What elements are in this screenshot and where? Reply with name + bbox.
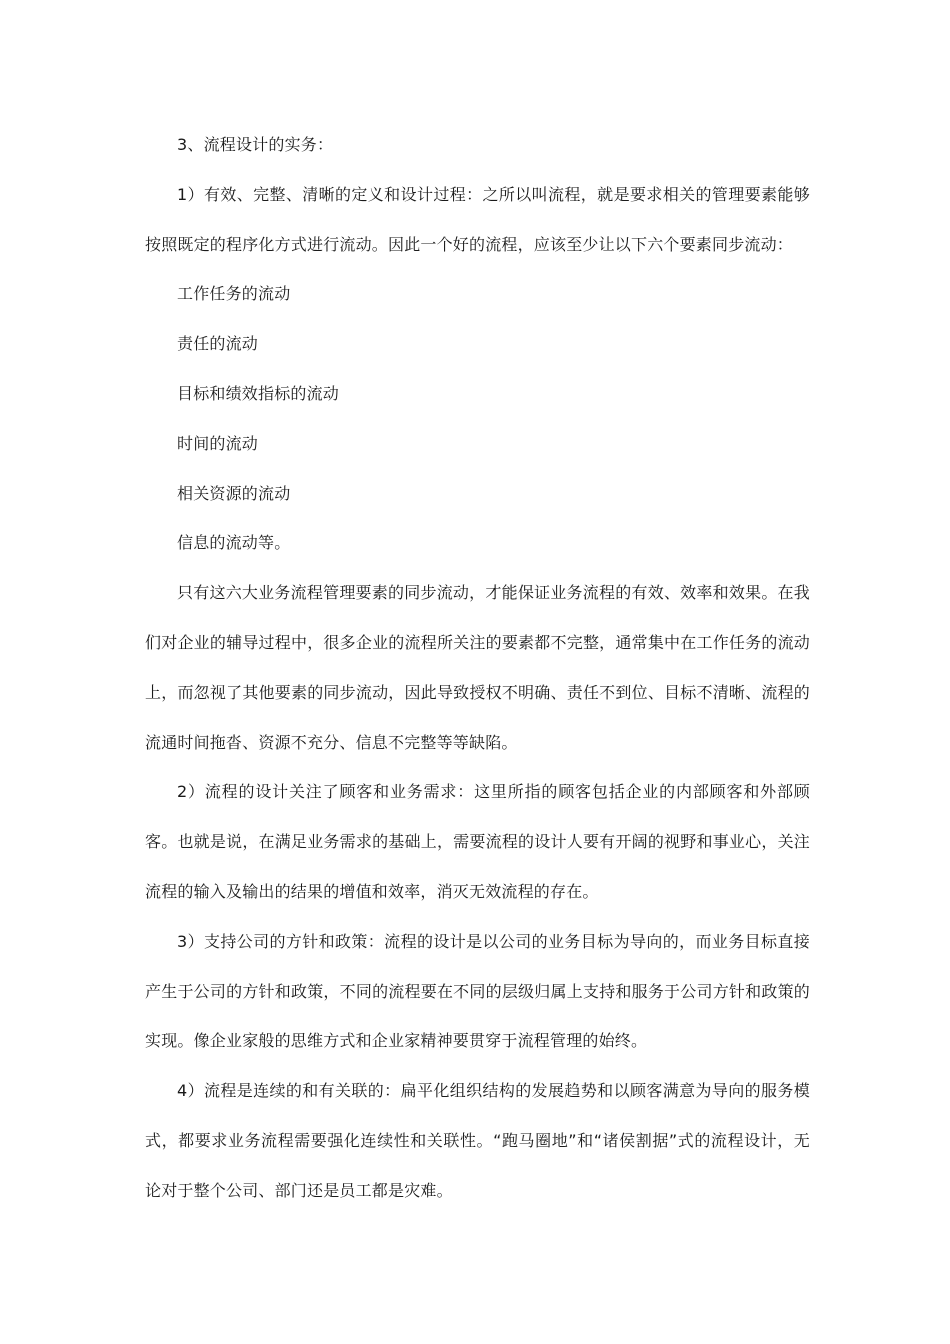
paragraph-2: 只有这六大业务流程管理要素的同步流动，才能保证业务流程的有效、效率和效果。在我们对企业的辅导过程中，很多企业的流程所关注的要素都不完整，通常集中在工作任务的流动上，而忽视了其他要素的同步流动，因此导致授权不明确、责任不到位、目标不清晰、流程的流通时间拖沓、资源不充分、信息不完整等等缺陷。 xyxy=(145,583,810,752)
list-item: 目标和绩效指标的流动 xyxy=(177,383,340,403)
document-body xyxy=(145,120,810,1216)
list-item: 工作任务的流动 xyxy=(177,284,291,304)
paragraph-1: 1）有效、完整、清晰的定义和设计过程：之所以叫流程，就是要求相关的管理要素能够按照既定的程序化方式进行流动。因此一个好的流程，应该至少让以下六个要素同步流动： xyxy=(145,184,810,254)
list-item: 时间的流动 xyxy=(177,433,259,453)
list-item: 相关资源的流动 xyxy=(177,483,291,503)
paragraph-4: 3）支持公司的方针和政策：流程的设计是以公司的业务目标为导向的，而业务目标直接产生于公司的方针和政策，不同的流程要在不同的层级归属上支持和服务于公司方针和政策的实现。像企业家般的思维方式和企业家精神要贯穿于流程管理的始终。 xyxy=(145,931,810,1051)
list-item: 责任的流动 xyxy=(177,334,259,354)
section-heading: 3、流程设计的实务： xyxy=(177,135,334,154)
list-item: 信息的流动等。 xyxy=(177,533,291,553)
paragraph-3: 2）流程的设计关注了顾客和业务需求：这里所指的顾客包括企业的内部顾客和外部顾客。也就是说，在满足业务需求的基础上，需要流程的设计人要有开阔的视野和事业心，关注流程的输入及输出的结果的增值和效率，消灭无效流程的存在。 xyxy=(145,782,810,901)
paragraph-5: 4）流程是连续的和有关联的：扁平化组织结构的发展趋势和以顾客满意为导向的服务模式，都要求业务流程需要强化连续性和关联性。“跑马圈地”和“诸侯割据”式的流程设计，无论对于整个公司、部门还是员工都是灾难。 xyxy=(145,1081,810,1200)
